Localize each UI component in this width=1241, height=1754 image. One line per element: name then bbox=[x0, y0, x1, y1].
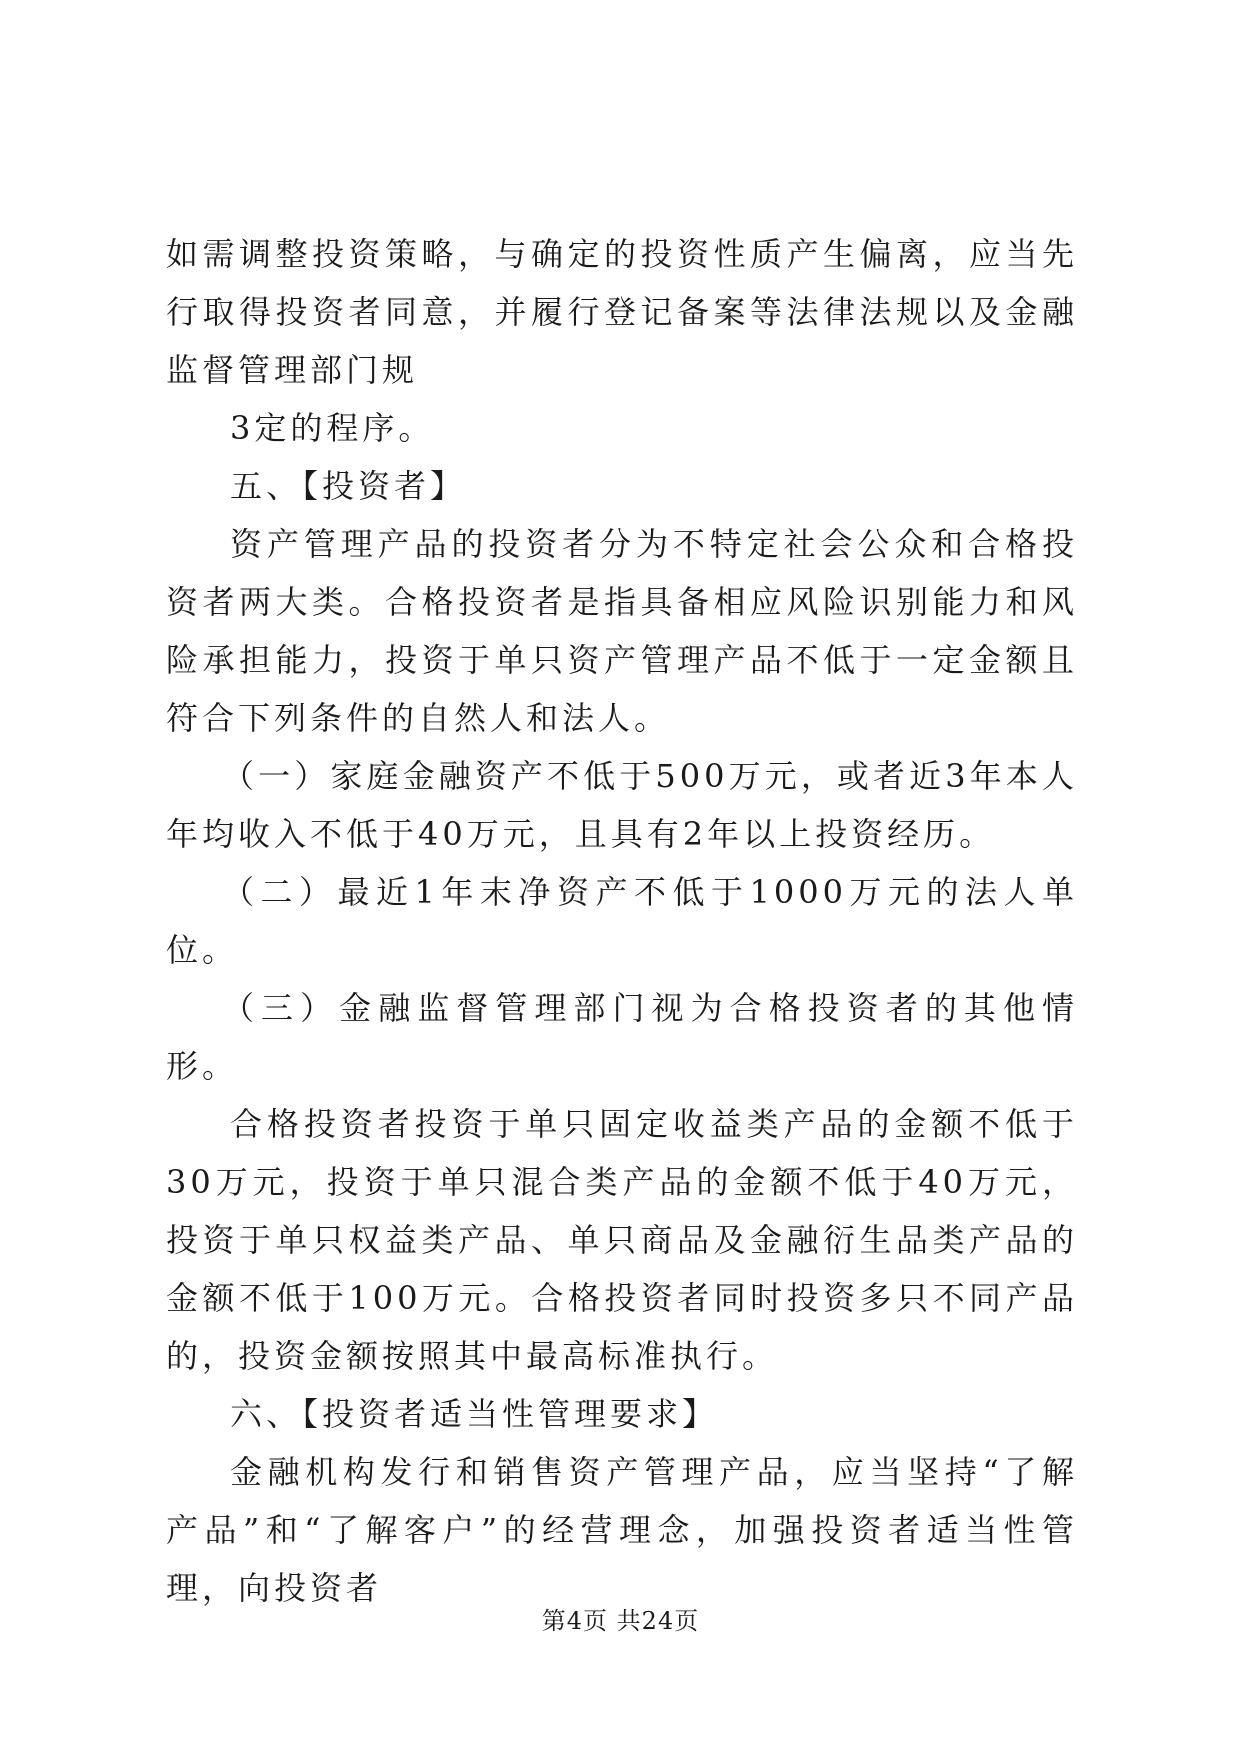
list-item-1: （一）家庭金融资产不低于500万元，或者近3年本人年均收入不低于40万元，且具有2年以上投资经历。 bbox=[166, 757, 1078, 853]
paragraph-4: 资产管理产品的投资者分为不特定社会公众和合格投资者两大类。合格投资者是指具备相应风险识别能力和风险承担能力，投资于单只资产管理产品不低于一定金额且符合下列条件的自然人和法人。 bbox=[166, 525, 1078, 737]
document-body bbox=[166, 225, 1078, 1617]
paragraph-8: 合格投资者投资于单只固定收益类产品的金额不低于30万元，投资于单只混合类产品的金额不低于40万元，投资于单只权益类产品、单只商品及金融衍生品类产品的金额不低于100万元。合格投资者同时投资多只不同产品的，投资金额按照其中最高标准执行。 bbox=[166, 1105, 1078, 1375]
section-heading-5: 五、【投资者】 bbox=[230, 467, 467, 505]
list-item-3: （三）金融监督管理部门视为合格投资者的其他情形。 bbox=[166, 989, 1078, 1085]
paragraph-1: 如需调整投资策略，与确定的投资性质产生偏离，应当先行取得投资者同意，并履行登记备案等法律法规以及金融监督管理部门规 bbox=[166, 235, 1078, 389]
page-number-footer: 第4页 共24页 bbox=[541, 1607, 700, 1635]
paragraph-2: 3定的程序。 bbox=[230, 409, 435, 447]
paragraph-10: 金融机构发行和销售资产管理产品，应当坚持“了解产品”和“了解客户”的经营理念，加强投资者适当性管理，向投资者 bbox=[166, 1453, 1078, 1607]
section-heading-6: 六、【投资者适当性管理要求】 bbox=[230, 1395, 719, 1433]
list-item-2: （二）最近1年末净资产不低于1000万元的法人单位。 bbox=[166, 873, 1078, 969]
